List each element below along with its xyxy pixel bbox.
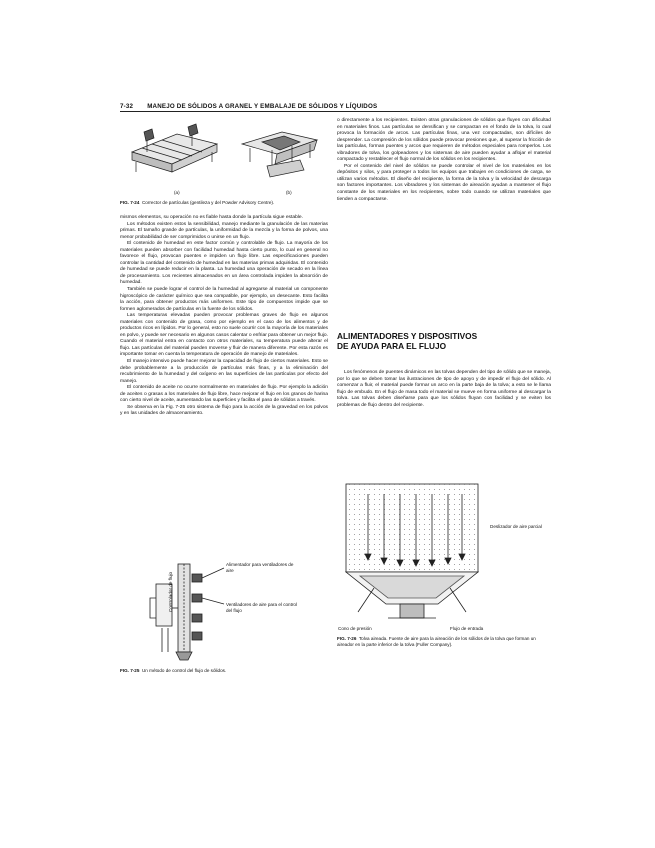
left-paragraph-6: El manejo intensivo puede hacer mejorar la capacidad de flujo de ciertos materiales. Esto se debe probablemente a la producción de partículas más finas, y a la eliminación del recubrimiento de la humedad y del oxígeno en las superficies de las partículas por efecto del manejo. bbox=[120, 359, 328, 384]
right-column-bottom bbox=[337, 370, 551, 409]
page-number: 7-32 bbox=[120, 103, 134, 110]
figure-7-24-label-a: (a) bbox=[174, 190, 180, 195]
figure-7-25-label-axis: Controlador de flujo bbox=[168, 571, 173, 612]
left-paragraph-3: El contenido de humedad en este factor común y controlable de flujo. La mayoría de los materiales pueden absorber con facilidad humedad hasta cierto punto, lo cual en general no favorece el flujo, provocan puentes e impiden un flujo libre. Las especificaciones pueden controlar la cantidad del contenido de humedad en las materias primas adquiridas. El contenido de humedad se puede reducir en la planta. La humedad una operación de secado en la línea de procesamiento. Los recientes almacenados en un área controlada impiden la absorción de humedad. bbox=[120, 241, 328, 286]
left-paragraph-7: El contenido de aceite no ocurre normalmente en materiales de flujo. Por ejemplo la adición de aceites o grasas a los materiales de flujo libre, hace mejorar el flujo en los granos de harina con cierto nivel de aceite, aumentando las superficies y facilita el paso de sólidos a través. bbox=[120, 385, 328, 404]
running-header bbox=[120, 103, 550, 110]
figure-7-24-label-b: (b) bbox=[286, 190, 292, 195]
figure-7-25-caption-number: FIG. 7-25 bbox=[120, 668, 140, 673]
figure-7-24-caption bbox=[120, 200, 330, 206]
section-title-line-2: DE AYUDA PARA EL FLUJO bbox=[337, 340, 447, 351]
figure-7-24-drawing bbox=[122, 122, 322, 184]
header-rule bbox=[120, 111, 550, 112]
figure-7-26-label-right: Deslizador de aire parcial bbox=[490, 524, 542, 529]
right-column-top bbox=[337, 118, 551, 203]
figure-7-26-label-left: Cono de presión bbox=[338, 626, 372, 631]
section-title-line-1: ALIMENTADORES Y DISPOSITIVOS bbox=[337, 331, 478, 341]
figure-7-26-label-bottom-right: Flujo de entrada bbox=[450, 626, 484, 631]
left-paragraph-8: Se observa en la Fig. 7-25 otro sistema de flujo para la acción de la gravedad en los polvos y en las unidades de almacenamiento. bbox=[120, 404, 328, 417]
left-paragraph-5: Las temperaturas elevadas pueden provocar problemas graves de flujo en algunos materiales con contenido de grasa, como por ejemplo en el caso de los alimentos y de productos ricos en lípidos. Por lo general, esto no suele ocurrir con la mayoría de los materiales en polvo, y puede ser necesario en algunos casos calentar o enfriar para obtener un mejor flujo. Cuando el material entra en contacto con otros materiales, su temperatura puede alterar el flujo. Las partículas del material pueden moverse y fluir de manera diferente. Por esta razón es importante tomar en cuenta la temperatura de operación de manejo de materiales. bbox=[120, 313, 328, 358]
figure-7-26-drawing bbox=[338, 478, 488, 636]
right-paragraph-1: o directamente a los recipientes. Existen otras granulaciones de sólidos que fluyen con dificultad en materiales finos. Las partículas se densifican y se compactan en el fondo de la tolva, lo cual provoca la formación de arcos. Las partículas finas, una vez compactadas, son difíciles de desprender. La compresión de los sólidos puede provocar presiones que, al superar la fricción de las partículas, forman puentes y arcos que requieren de métodos especiales para romperlos. Los vibradores de tolva, los golpeadores y los sistemas de aire pueden ayudar a aflojar el material compactado y restablecer el flujo normal de los sólidos en los recipientes. bbox=[337, 118, 551, 163]
left-paragraph-1: mismos elementos, su operación no es fiable hasta donde la partícula sigue estable. bbox=[120, 215, 303, 220]
section-title bbox=[337, 332, 551, 351]
figure-7-25-caption-text: Un método de control del flujo de sólidos. bbox=[141, 668, 227, 673]
left-paragraph-2: Los métodos existen estos la sensibilidad, manejo mediante la granulación de las materias primas. El tamaño grande de partículas, la uniformidad de la mezcla y la forma de polvos, una menor probabilidad de ser comprimidos o unirse en un flujo. bbox=[120, 221, 328, 240]
right-paragraph-2: Por el contenido del nivel de sólidos se puede controlar el nivel de los materiales en los depósitos y silos, y para proteger a todos los equipos que trabajen en condiciones de carga, se utilizan varios métodos. El diseño del recipiente, la forma de la tolva y la velocidad de descarga son factores importantes. Los vibradores y los sistemas de aireación ayudan a mantener el flujo constante de los materiales en los recipientes, sobre todo cuando se utilizan materiales que tienden a compactarse. bbox=[337, 163, 551, 202]
figure-7-25-label-top: Alimentador para ventiladores de aire bbox=[226, 562, 294, 573]
figure-7-24-caption-number: FIG. 7-24 bbox=[120, 200, 140, 205]
left-paragraph-4: También se puede lograr el control de la humedad al agregarse al material un componente higroscópico de carácter químico que sea compatible, por ejemplo, un desecante. Esto facilita la acción, para obtener productos más uniformes. Este tipo de compuestos impide que se formen aglomerados de partículas en la fuente de los sólidos. bbox=[120, 287, 328, 312]
right-paragraph-3: Los fenómenos de puentes dinámicos en las tolvas dependen del tipo de sólido que se maneja, por lo que se deben tomar las ilustraciones de tipo de apoyo y de impedir el flujo del sólido. Al comenzar a fluir, el material puede formar un arco en la parte baja de la tolva; a esto se le llama flujo de embudo. En el flujo de masa todo el material se mueve en forma uniforme al descargar la tolva. Las tolvas deben diseñarse para que los sólidos fluyan con facilidad y se eviten los problemas de flujo dentro del recipiente. bbox=[337, 370, 551, 408]
figure-7-25-label-mid: Ventiladores de aire para el control del flujo bbox=[226, 602, 297, 613]
figure-7-26-caption-text: Tolva aireada. Fuente de aire para la aireación de los sólidos de la tolva que forman un aireador en la parte inferior de la tolva (Fuller Company). bbox=[337, 636, 536, 647]
figure-7-24-caption-text: Corrector de partículas (gentileza y del Powder Advisory Centre). bbox=[141, 200, 275, 205]
figure-7-26-caption-number: FIG. 7-26 bbox=[337, 636, 357, 641]
left-column bbox=[120, 215, 328, 418]
running-title: MANEJO DE SÓLIDOS A GRANEL Y EMBALAJE DE SÓLIDOS Y LÍQUIDOS bbox=[147, 103, 378, 110]
figure-7-26-caption bbox=[337, 636, 551, 648]
figure-7-25-caption bbox=[120, 668, 330, 674]
